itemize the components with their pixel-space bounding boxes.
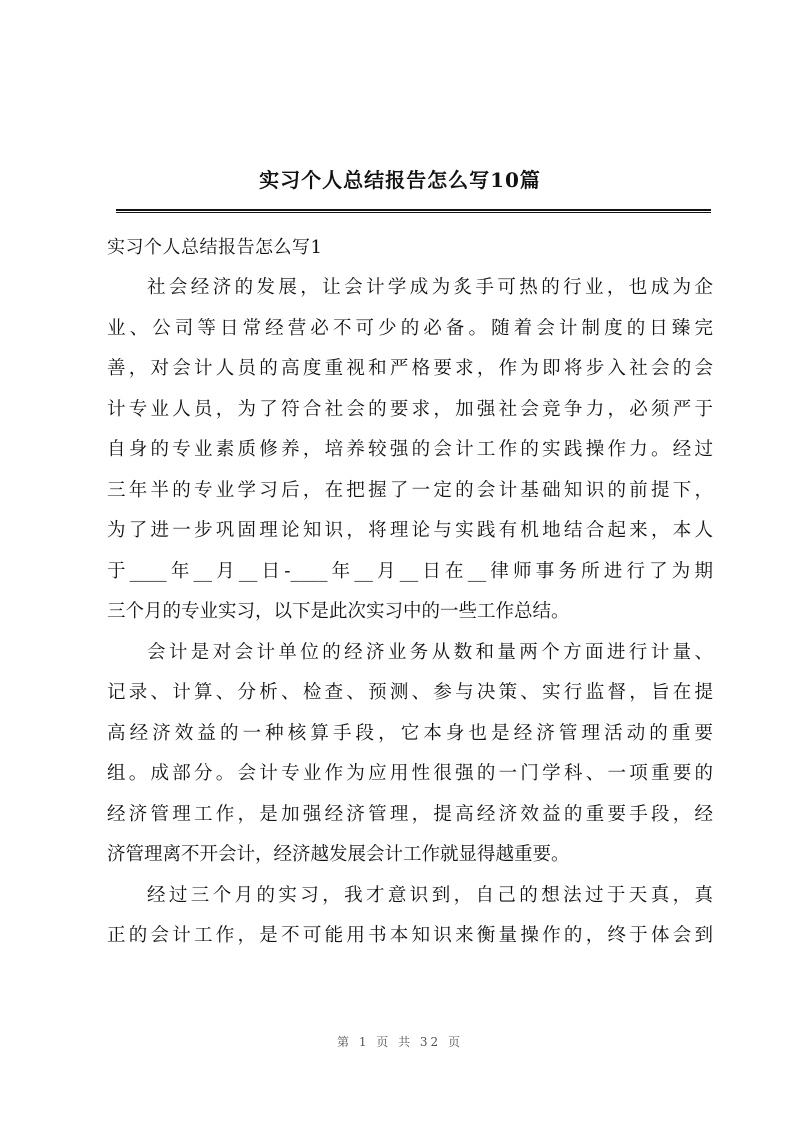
paragraph-1 xyxy=(107,268,713,633)
paragraph-line: 济管理离不开会计，经济越发展会计工作就显得越重要。 xyxy=(107,844,570,865)
document-title: 实习个人总结报告怎么写10篇 xyxy=(259,168,541,192)
paragraph-line: 组。成部分。会计专业作为应用性很强的一门学科、一项重要的 xyxy=(107,763,713,784)
paragraph-line: 自身的专业素质修养，培养较强的会计工作的实践操作力。经过 xyxy=(107,439,713,460)
title-divider xyxy=(116,209,711,213)
paragraph-line: 正的会计工作，是不可能用书本知识来衡量操作的，终于体会到 xyxy=(107,925,713,946)
paragraph-line: 记录、计算、分析、检查、预测、参与决策、实行监督，旨在提 xyxy=(107,682,713,703)
page-number-footer: 第 1 页 共 32 页 xyxy=(337,1035,463,1049)
paragraph-3 xyxy=(107,876,713,957)
paragraph-line: 善，对会计人员的高度重视和严格要求，作为即将步入社会的会 xyxy=(107,358,713,379)
paragraph-line: 于____年__月__日-____年__月__日在__律师事务所进行了为期 xyxy=(107,560,713,582)
paragraph-line: 三年半的专业学习后，在把握了一定的会计基础知识的前提下， xyxy=(107,479,713,501)
document-body xyxy=(107,228,713,957)
paragraph-line: 社会经济的发展，让会计学成为炙手可热的行业，也成为企 xyxy=(147,277,713,298)
paragraph-line: 为了进一步巩固理论知识，将理论与实践有机地结合起来，本人 xyxy=(107,520,713,541)
paragraph-line: 三个月的专业实习，以下是此次实习中的一些工作总结。 xyxy=(107,601,570,622)
paragraph-line: 经济管理工作，是加强经济管理，提高经济效益的重要手段，经 xyxy=(107,803,713,825)
paragraph-line: 会计是对会计单位的经济业务从数和量两个方面进行计量、 xyxy=(147,641,713,663)
paragraph-line: 计专业人员，为了符合社会的要求，加强社会竞争力，必须严于 xyxy=(107,398,713,420)
paragraph-2 xyxy=(107,633,713,876)
paragraph-line: 经过三个月的实习，我才意识到，自己的想法过于天真，真 xyxy=(147,884,713,906)
paragraph-line: 高经济效益的一种核算手段，它本身也是经济管理活动的重要 xyxy=(107,722,713,744)
paragraph-line: 业、公司等日常经营必不可少的必备。随着会计制度的日臻完 xyxy=(107,317,713,339)
section-heading: 实习个人总结报告怎么写1 xyxy=(107,237,323,258)
